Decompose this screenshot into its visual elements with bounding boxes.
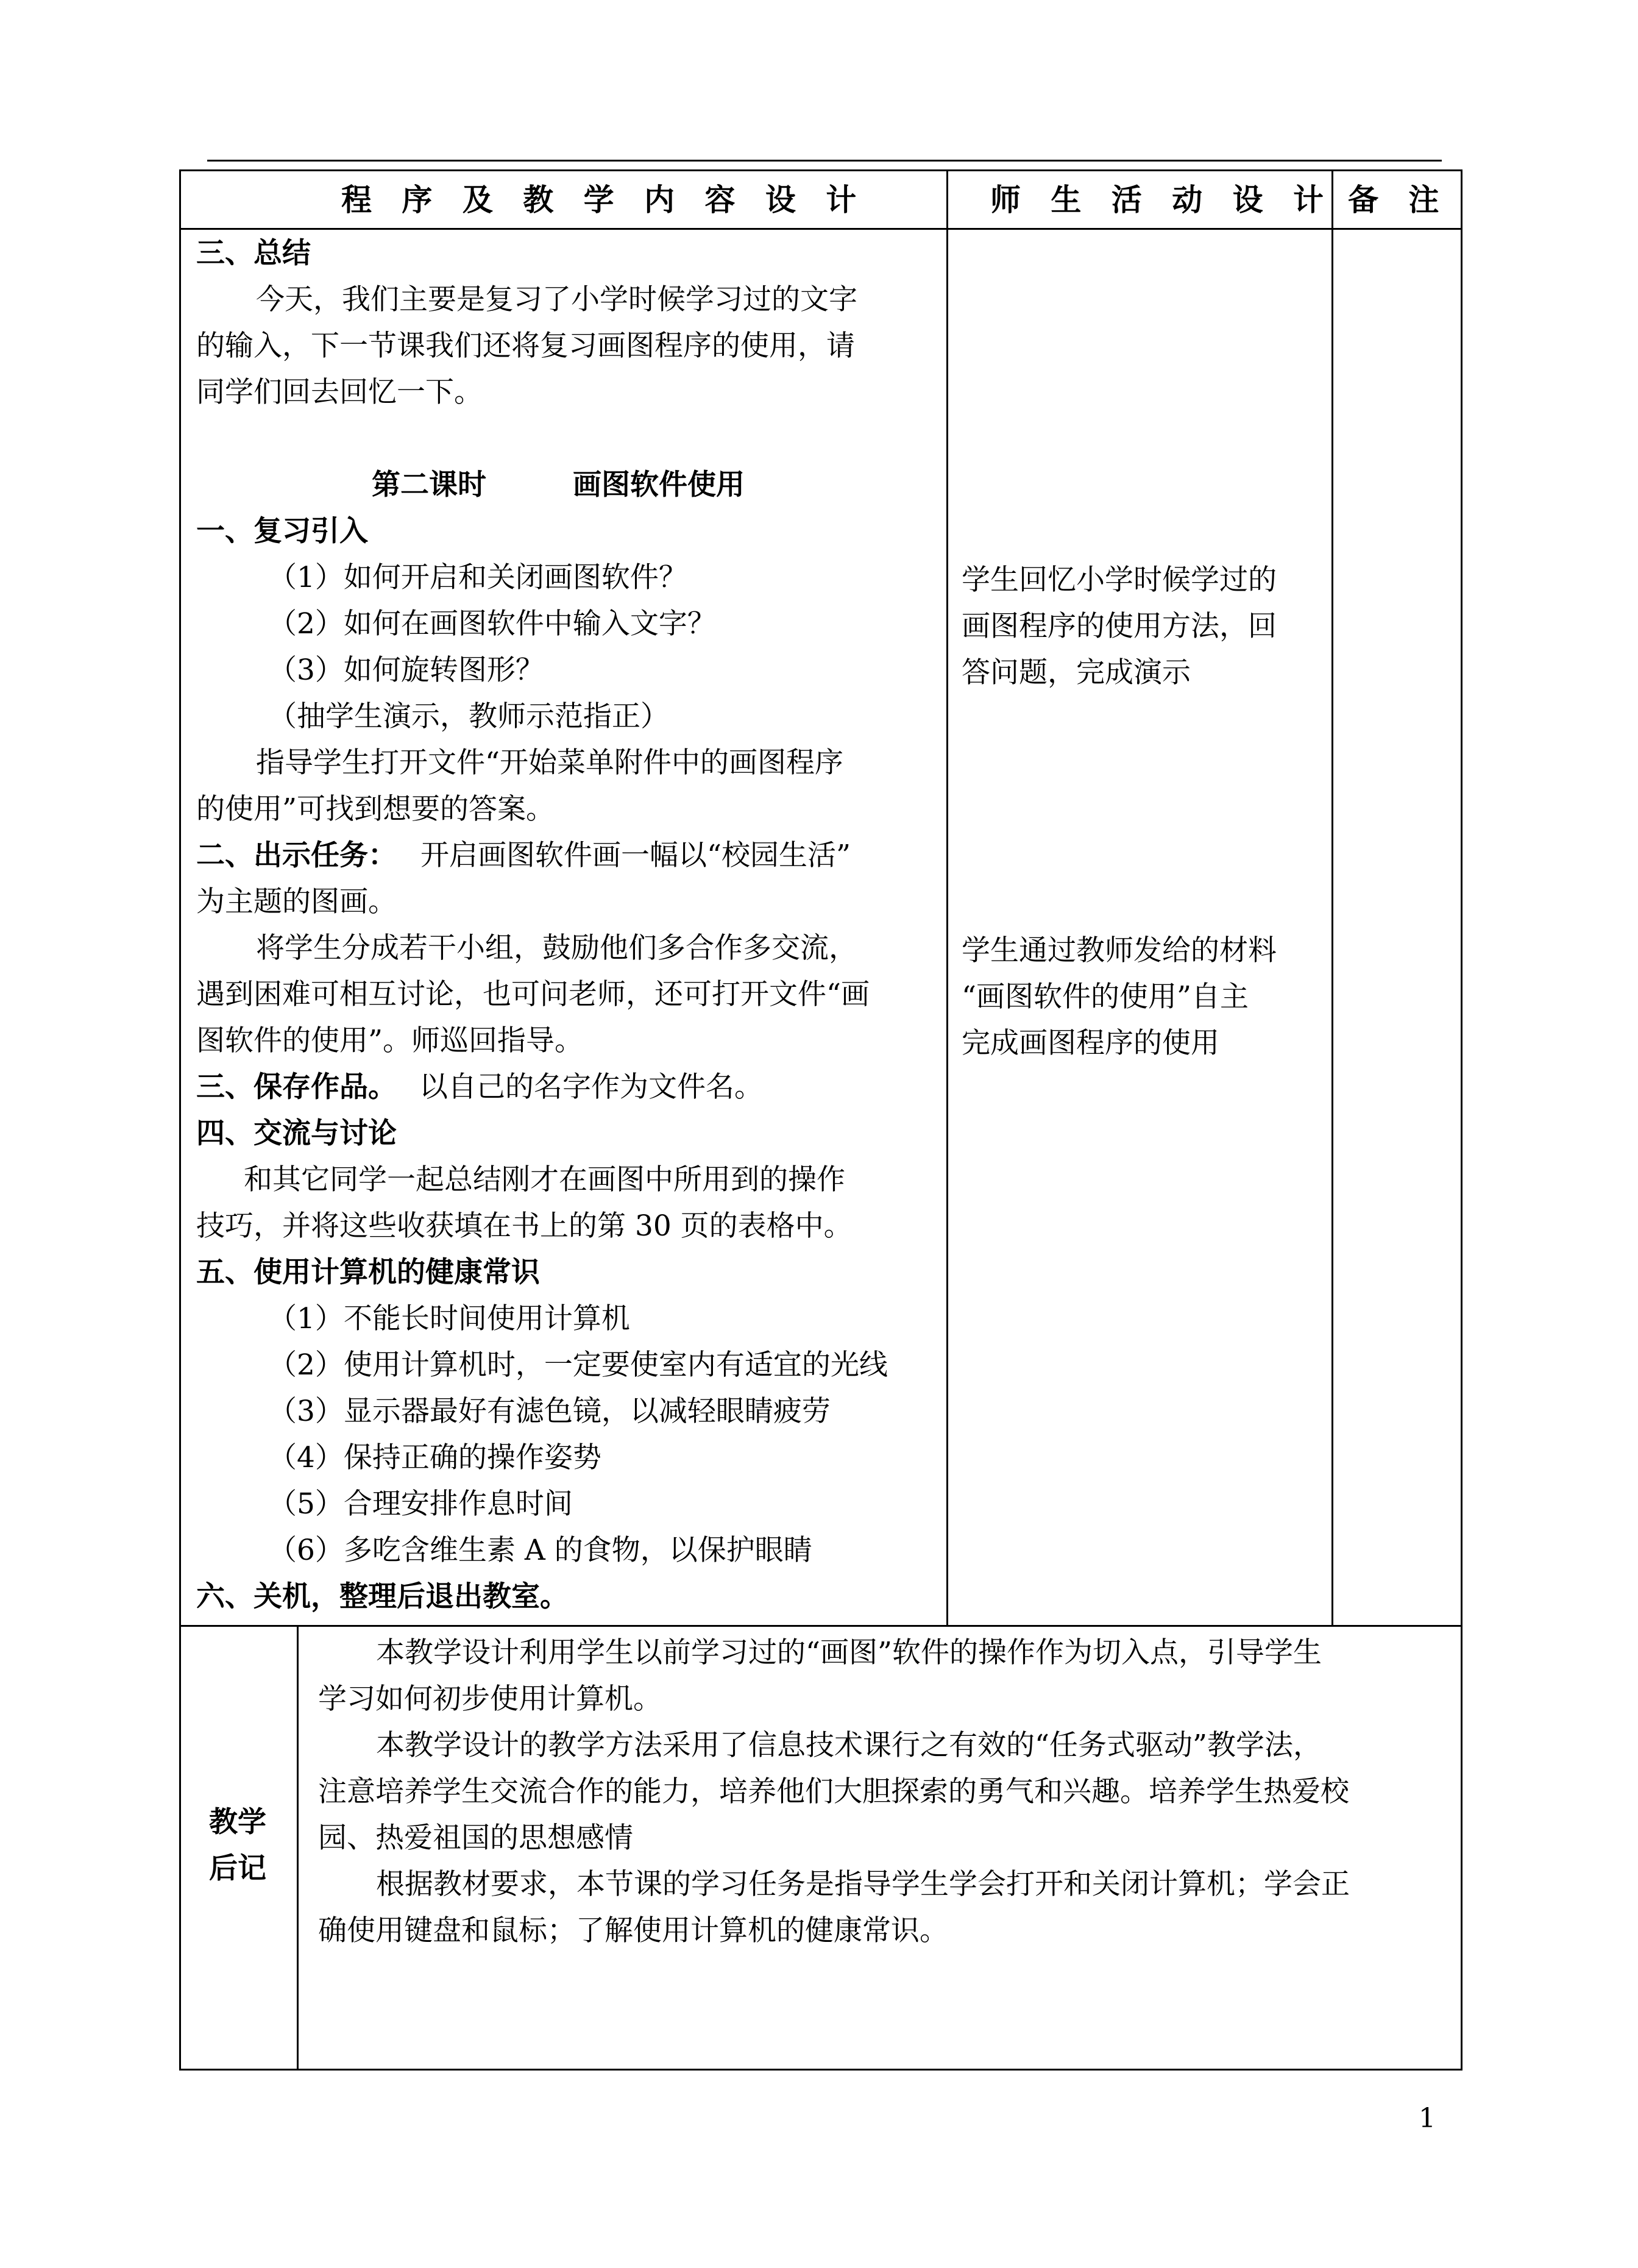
postscript-label: 教学 — [209, 1805, 266, 1839]
header-activity-design: 师 生 活 动 设 计 — [990, 182, 1334, 218]
content-line: 图软件的使用”。师巡回指导。 — [196, 1024, 584, 1058]
lesson-title: 画图软件使用 — [573, 468, 745, 502]
page-number: 1 — [1419, 2103, 1436, 2134]
content-line: 的输入，下一节课我们还将复习画图程序的使用，请 — [196, 329, 855, 363]
postscript-line: 本教学设计的教学方法采用了信息技术课行之有效的“任务式驱动”教学法， — [376, 1729, 1322, 1762]
section-health-heading: 五、使用计算机的健康常识 — [196, 1256, 540, 1289]
postscript-label: 后记 — [209, 1852, 266, 1885]
section-task-heading: 二、出示任务： — [196, 839, 397, 872]
content-line: 和其它同学一起总结刚才在画图中所用到的操作 — [244, 1163, 845, 1196]
header-content-design: 程 序 及 教 学 内 容 设 计 — [341, 182, 867, 218]
header-row-divider — [179, 228, 1462, 230]
content-line: 为主题的图画。 — [196, 885, 397, 919]
postscript-line: 根据教材要求，本节课的学习任务是指导学生学会打开和关闭计算机；学会正 — [376, 1868, 1350, 1901]
postscript-line: 确使用键盘和鼠标；了解使用计算机的健康常识。 — [318, 1914, 948, 1947]
content-line: 指导学生打开文件“开始菜单附件中的画图程序 — [256, 746, 844, 780]
health-tip-item: （1）不能长时间使用计算机 — [268, 1302, 630, 1335]
content-line: 将学生分成若干小组，鼓励他们多合作多交流， — [256, 931, 857, 965]
postscript-label-divider — [297, 1625, 299, 2071]
header-remarks: 备 注 — [1348, 182, 1449, 218]
activity-line: 答问题，完成演示 — [962, 656, 1191, 689]
section-save-heading: 三、保存作品。 — [196, 1070, 397, 1104]
postscript-line: 本教学设计利用学生以前学习过的“画图”软件的操作作为切入点，引导学生 — [376, 1636, 1322, 1669]
content-line: 今天，我们主要是复习了小学时候学习过的文字 — [256, 283, 857, 316]
section-discussion-heading: 四、交流与讨论 — [196, 1117, 397, 1150]
activity-line: 画图程序的使用方法，回 — [962, 610, 1277, 643]
activity-line: “画图软件的使用”自主 — [962, 980, 1249, 1014]
health-tip-item: （5）合理安排作息时间 — [268, 1487, 573, 1521]
health-tip-item: （2）使用计算机时，一定要使室内有适宜的光线 — [268, 1348, 888, 1382]
postscript-row-divider — [179, 1625, 1462, 1627]
question-item: （1）如何开启和关闭画图软件？ — [268, 561, 687, 594]
activity-line: 学生回忆小学时候学过的 — [962, 563, 1277, 597]
section-review-heading: 一、复习引入 — [196, 514, 368, 548]
section-summary-heading: 三、总结 — [196, 236, 311, 270]
health-tip-item: （3）显示器最好有滤色镜，以减轻眼睛疲劳 — [268, 1395, 831, 1428]
content-line: （抽学生演示，教师示范指正） — [268, 700, 669, 733]
content-line: 同学们回去回忆一下。 — [196, 375, 483, 409]
column-divider-1 — [946, 169, 948, 1625]
page-header-rule — [207, 160, 1442, 162]
question-item: （3）如何旋转图形？ — [268, 653, 544, 687]
health-tip-item: （6）多吃含维生素 A 的食物，以保护眼睛 — [268, 1534, 812, 1567]
section-shutdown-heading: 六、关机，整理后退出教室。 — [196, 1580, 569, 1613]
lesson-period-label: 第二课时 — [372, 468, 486, 502]
column-divider-2 — [1331, 169, 1333, 1625]
content-line: 技巧，并将这些收获填在书上的第 30 页的表格中。 — [196, 1209, 853, 1243]
content-line: 以自己的名字作为文件名。 — [419, 1070, 763, 1104]
activity-line: 完成画图程序的使用 — [962, 1026, 1219, 1060]
postscript-line: 学习如何初步使用计算机。 — [318, 1682, 662, 1716]
content-line: 的使用”可找到想要的答案。 — [196, 792, 555, 826]
content-line: 遇到困难可相互讨论，也可问老师，还可打开文件“画 — [196, 978, 870, 1011]
health-tip-item: （4）保持正确的操作姿势 — [268, 1441, 601, 1474]
question-item: （2）如何在画图软件中输入文字？ — [268, 607, 716, 641]
postscript-line: 注意培养学生交流合作的能力，培养他们大胆探索的勇气和兴趣。培养学生热爱校 — [318, 1775, 1349, 1808]
activity-line: 学生通过教师发给的材料 — [962, 934, 1277, 967]
content-line: 开启画图软件画一幅以“校园生活” — [420, 839, 851, 872]
postscript-line: 园、热爱祖国的思想感情 — [318, 1821, 633, 1855]
